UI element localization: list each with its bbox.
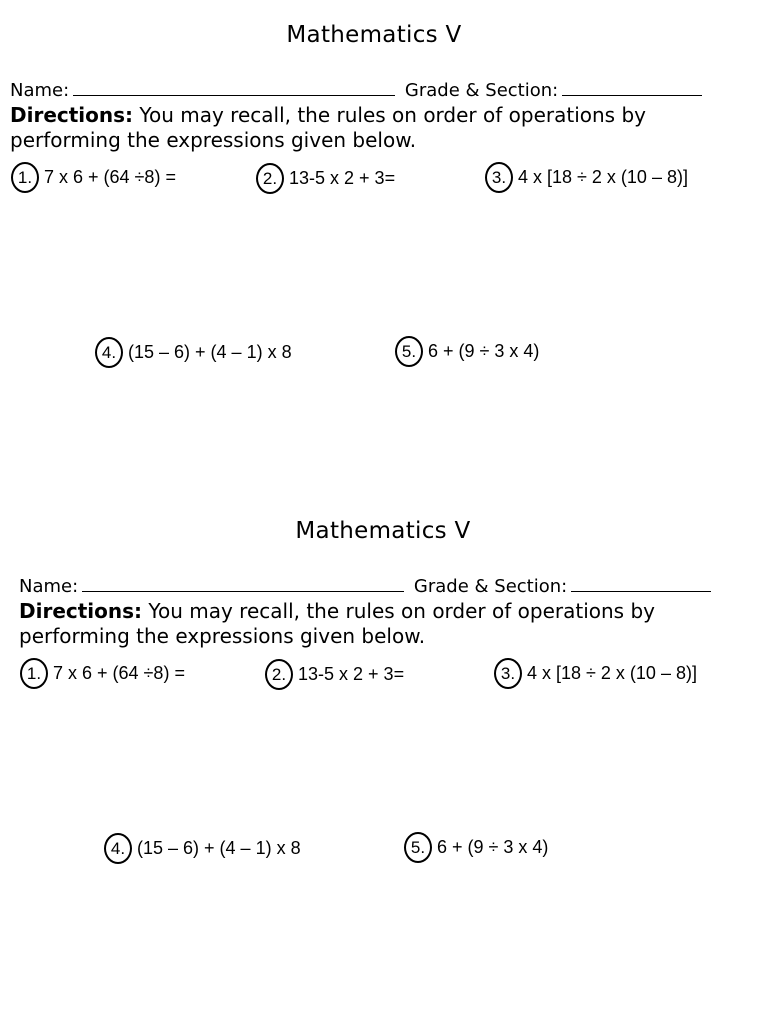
- problem-5: [395, 336, 539, 367]
- name-blank: [82, 573, 404, 592]
- problem-1: [20, 658, 185, 689]
- name-grade-line: [10, 77, 706, 101]
- directions-label: Directions:: [10, 103, 134, 127]
- problem-expression: 7 x 6 + (64 ÷8) =: [53, 663, 185, 683]
- directions-text: You may recall, the rules on order of operations by performing the expressions given below.: [10, 103, 646, 152]
- problem-expression: 6 + (9 ÷ 3 x 4): [437, 837, 549, 857]
- worksheet-bottom: [0, 496, 768, 996]
- problem-expression: 7 x 6 + (64 ÷8) =: [44, 167, 176, 187]
- problem-2: [265, 659, 404, 690]
- grade-section-label: Grade & Section:: [404, 80, 559, 101]
- worksheet-top: [0, 0, 768, 500]
- name-label: Name:: [10, 80, 70, 101]
- problem-number: 1.: [20, 658, 48, 689]
- problem-5: [404, 832, 548, 863]
- page-title: Mathematics V: [295, 518, 471, 544]
- problem-expression: 4 x [18 ÷ 2 x (10 – 8)]: [518, 167, 688, 187]
- problem-expression: 6 + (9 ÷ 3 x 4): [428, 341, 540, 361]
- problem-4: [95, 337, 292, 368]
- problem-expression: 4 x [18 ÷ 2 x (10 – 8)]: [527, 663, 697, 683]
- problem-2: [256, 163, 395, 194]
- problem-number: 3.: [494, 658, 522, 689]
- directions-label: Directions:: [19, 599, 143, 623]
- page-title: Mathematics V: [286, 22, 462, 48]
- grade-section-blank: [562, 77, 702, 96]
- problem-expression: 13-5 x 2 + 3=: [298, 664, 405, 684]
- problem-1: [11, 162, 176, 193]
- problem-number: 4.: [95, 337, 123, 368]
- grade-section-blank: [571, 573, 711, 592]
- problem-number: 5.: [395, 336, 423, 367]
- name-label: Name:: [19, 576, 79, 597]
- name-grade-line: [19, 573, 715, 597]
- grade-section-label: Grade & Section:: [413, 576, 568, 597]
- problem-number: 3.: [485, 162, 513, 193]
- problem-number: 2.: [256, 163, 284, 194]
- problem-4: [104, 833, 301, 864]
- problem-expression: 13-5 x 2 + 3=: [289, 168, 396, 188]
- directions: [10, 103, 740, 153]
- problem-number: 2.: [265, 659, 293, 690]
- problem-expression: (15 – 6) + (4 – 1) x 8: [128, 342, 292, 362]
- directions: [19, 599, 749, 649]
- name-blank: [73, 77, 395, 96]
- problem-number: 5.: [404, 832, 432, 863]
- problem-3: [485, 162, 688, 193]
- directions-text: You may recall, the rules on order of operations by performing the expressions given below.: [19, 599, 655, 648]
- problem-expression: (15 – 6) + (4 – 1) x 8: [137, 838, 301, 858]
- problem-number: 1.: [11, 162, 39, 193]
- problem-number: 4.: [104, 833, 132, 864]
- problem-3: [494, 658, 697, 689]
